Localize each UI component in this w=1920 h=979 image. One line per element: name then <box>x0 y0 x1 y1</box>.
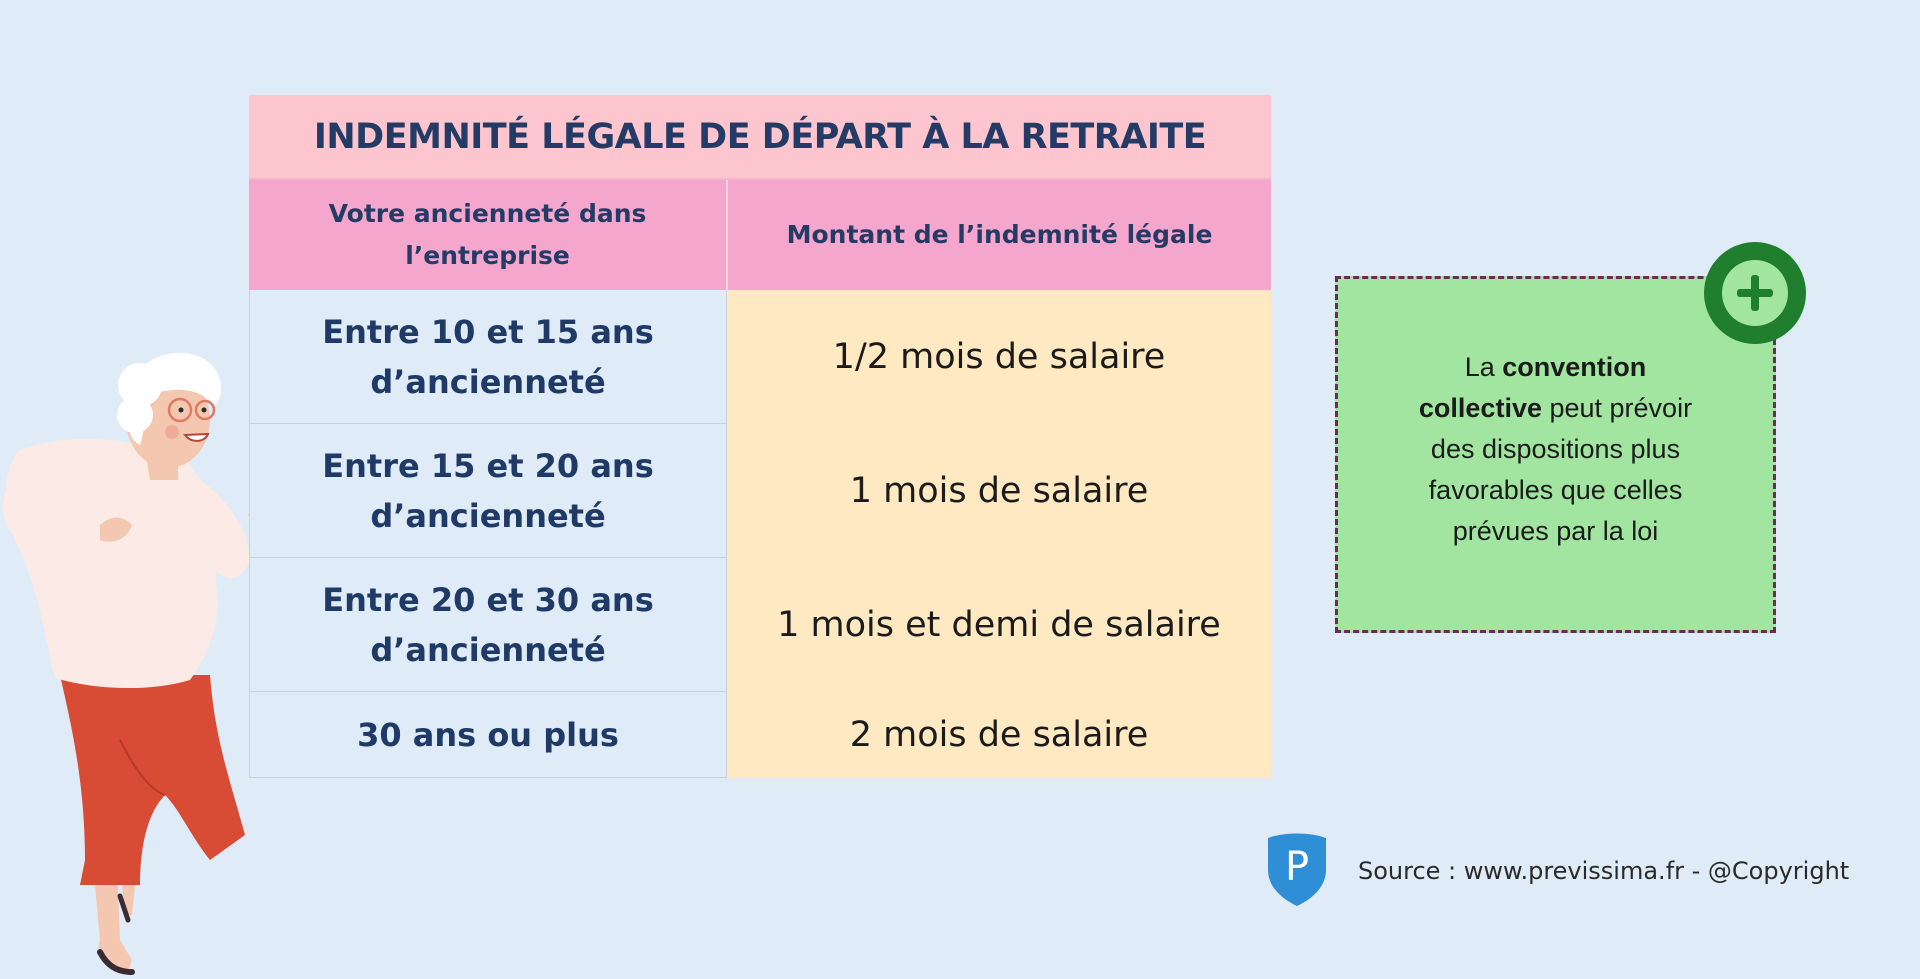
table-row <box>249 424 1271 558</box>
info-text-bold: convention collective <box>1418 352 1647 423</box>
seniority-cell: Entre 10 et 15 ans d’ancienneté <box>249 290 727 424</box>
info-text <box>1401 347 1711 552</box>
table-header-row <box>249 178 1271 290</box>
plus-icon <box>1704 242 1806 344</box>
info-text-suffix: peut prévoir des dispositions plus favorables que celles prévues par la loi <box>1428 393 1693 546</box>
amount-cell: 2 mois de salaire <box>727 692 1271 778</box>
source-footer <box>1264 832 1849 910</box>
amount-cell: 1 mois de salaire <box>727 424 1271 558</box>
table-row <box>249 290 1271 424</box>
amount-cell: 1 mois et demi de salaire <box>727 558 1271 692</box>
seniority-cell: Entre 15 et 20 ans d’ancienneté <box>249 424 727 558</box>
table-row <box>249 692 1271 778</box>
table-title: INDEMNITÉ LÉGALE DE DÉPART À LA RETRAITE <box>249 95 1271 178</box>
seniority-cell: Entre 20 et 30 ans d’ancienneté <box>249 558 727 692</box>
info-box <box>1335 276 1776 633</box>
amount-cell: 1/2 mois de salaire <box>727 290 1271 424</box>
retirement-indemnity-table <box>249 95 1271 778</box>
info-text-prefix: La <box>1464 352 1503 382</box>
previssima-logo-icon <box>1264 832 1330 910</box>
logo-letter: P <box>1284 844 1310 890</box>
source-text: Source : www.previssima.fr - @Copyright <box>1358 857 1850 885</box>
header-amount: Montant de l’indemnité légale <box>786 220 1213 249</box>
seniority-cell: 30 ans ou plus <box>249 692 727 778</box>
table-row <box>249 558 1271 692</box>
header-seniority: Votre ancienneté dans l’entreprise <box>249 180 728 290</box>
